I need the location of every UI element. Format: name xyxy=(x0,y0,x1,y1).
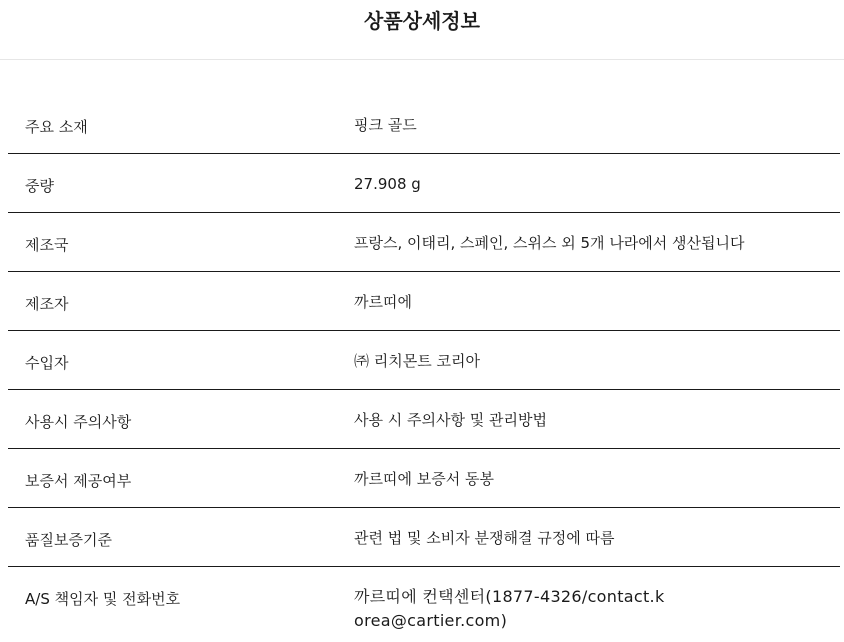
row-value: 관련 법 및 소비자 분쟁해결 규정에 따름 xyxy=(354,529,615,547)
row-label: A/S 책임자 및 전화번호 xyxy=(25,590,181,608)
table-row-country xyxy=(8,213,840,272)
row-label: 제조자 xyxy=(25,295,69,313)
product-detail-table xyxy=(8,95,840,637)
table-row-weight xyxy=(8,154,840,213)
page-title: 상품상세정보 xyxy=(364,9,480,33)
row-value: 까르띠에 xyxy=(354,293,412,311)
header xyxy=(0,0,844,60)
row-value: 프랑스, 이태리, 스페인, 스위스 외 5개 나라에서 생산됩니다 xyxy=(354,234,745,252)
table-row-manufacturer xyxy=(8,272,840,331)
row-label: 품질보증기준 xyxy=(25,531,112,549)
table-row-precautions xyxy=(8,390,840,449)
row-value: 사용 시 주의사항 및 관리방법 xyxy=(354,411,547,429)
table-row-importer xyxy=(8,331,840,390)
row-label: 보증서 제공여부 xyxy=(25,472,132,490)
table-row-as-contact xyxy=(8,567,840,637)
row-value: 까르띠에 보증서 동봉 xyxy=(354,470,494,488)
row-label: 중량 xyxy=(25,177,54,195)
row-value: ㈜ 리치몬트 코리아 xyxy=(354,352,480,370)
table-row-quality-standard xyxy=(8,508,840,567)
row-label: 제조국 xyxy=(25,236,69,254)
row-label: 사용시 주의사항 xyxy=(25,413,132,431)
row-value: 27.908 g xyxy=(354,175,421,193)
row-value: 까르띠에 컨택센터(1877-4326/contact.korea@cartier.com) xyxy=(354,587,665,630)
row-value: 핑크 골드 xyxy=(354,116,417,134)
row-label: 주요 소재 xyxy=(25,118,88,136)
table-row-warranty xyxy=(8,449,840,508)
table-row-material xyxy=(8,95,840,154)
row-label: 수입자 xyxy=(25,354,69,372)
